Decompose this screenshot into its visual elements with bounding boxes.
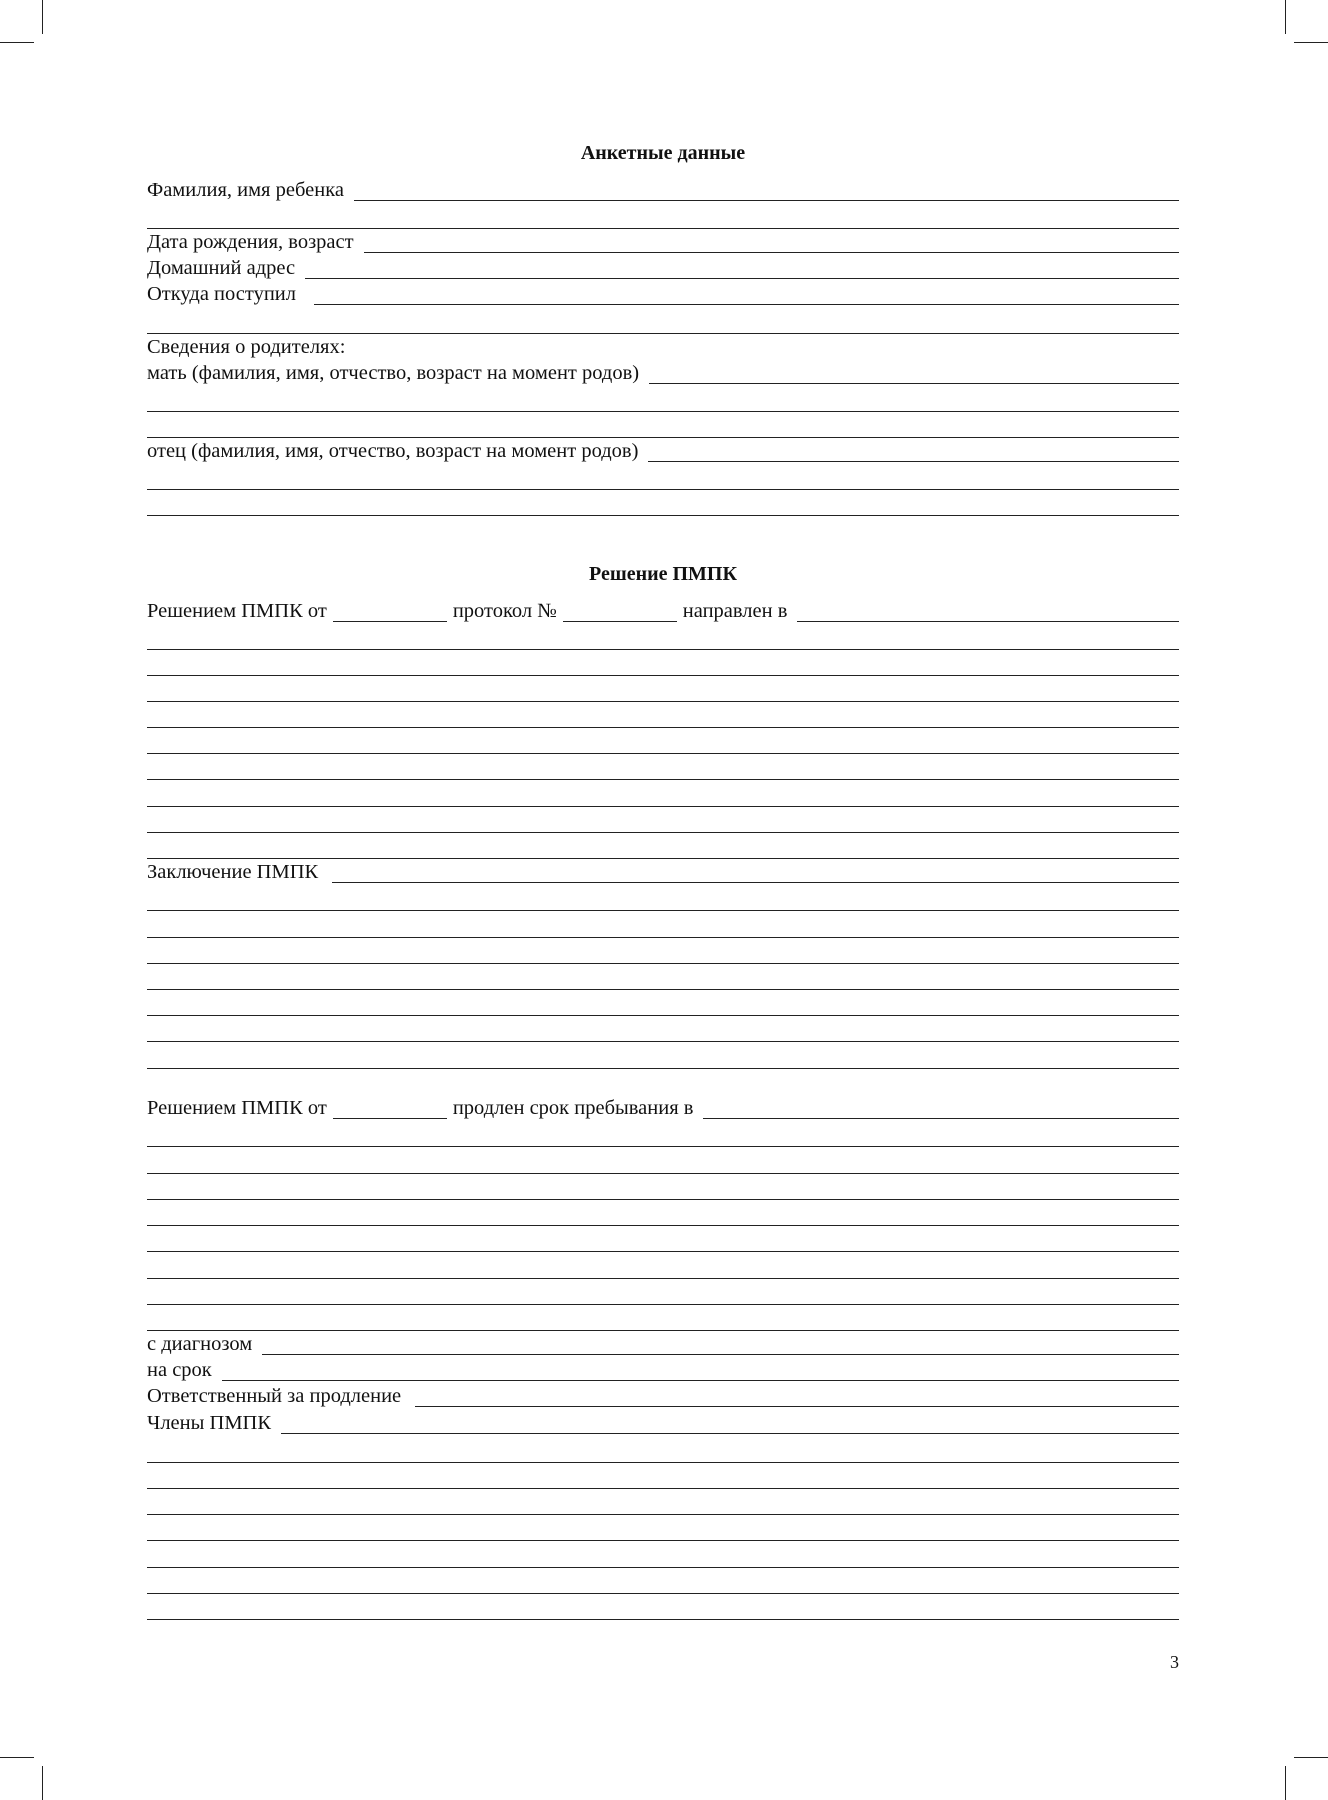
from-row xyxy=(147,280,1179,306)
blank-line[interactable] xyxy=(147,910,1179,911)
blank-line[interactable] xyxy=(147,1462,1179,1463)
decision-row xyxy=(147,597,1179,623)
extension-date-field[interactable] xyxy=(333,1117,447,1119)
blank-line[interactable] xyxy=(147,1619,1179,1620)
crop-mark xyxy=(42,1766,43,1800)
blank-line[interactable] xyxy=(147,1278,1179,1279)
blank-line[interactable] xyxy=(147,489,1179,490)
section-title-pmpk-decision: Решение ПМПК xyxy=(588,563,737,585)
crop-mark xyxy=(1294,1757,1328,1758)
decision-from-label: Решением ПМПК от xyxy=(147,600,327,622)
conclusion-row xyxy=(147,858,1179,884)
crop-mark xyxy=(1294,42,1328,43)
blank-line[interactable] xyxy=(147,779,1179,780)
extended-label: продлен срок пребывания в xyxy=(452,1097,694,1119)
blank-line[interactable] xyxy=(147,411,1179,412)
from-label: Откуда поступил xyxy=(147,283,296,305)
child-name-field[interactable] xyxy=(354,199,1179,201)
crop-mark xyxy=(0,1757,34,1758)
address-row xyxy=(147,254,1179,280)
father-field[interactable] xyxy=(648,460,1179,462)
responsible-label: Ответственный за продление xyxy=(147,1385,402,1407)
blank-line[interactable] xyxy=(147,1304,1179,1305)
term-row xyxy=(147,1356,1179,1382)
members-field[interactable] xyxy=(281,1432,1179,1434)
members-label: Члены ПМПК xyxy=(147,1412,272,1434)
address-label: Домашний адрес xyxy=(147,257,296,279)
blank-line[interactable] xyxy=(147,675,1179,676)
father-row xyxy=(147,437,1179,463)
blank-line[interactable] xyxy=(147,649,1179,650)
crop-mark xyxy=(0,42,34,43)
term-label: на срок xyxy=(147,1359,212,1381)
parents-label: Сведения о родителях: xyxy=(147,336,346,358)
extension-row xyxy=(147,1094,1179,1120)
birth-field[interactable] xyxy=(364,251,1179,253)
blank-line[interactable] xyxy=(147,1068,1179,1069)
directed-field[interactable] xyxy=(797,620,1179,622)
parents-row xyxy=(147,333,1179,359)
blank-line[interactable] xyxy=(147,963,1179,964)
responsible-row xyxy=(147,1382,1179,1408)
mother-label: мать (фамилия, имя, отчество, возраст на момент родов) xyxy=(147,362,640,384)
diagnosis-label: с диагнозом xyxy=(147,1333,253,1355)
directed-label: направлен в xyxy=(682,600,788,622)
blank-line[interactable] xyxy=(147,832,1179,833)
blank-line[interactable] xyxy=(147,1488,1179,1489)
address-field[interactable] xyxy=(305,277,1179,279)
blank-line[interactable] xyxy=(147,701,1179,702)
birth-row xyxy=(147,228,1179,254)
diagnosis-row xyxy=(147,1330,1179,1356)
protocol-number-field[interactable] xyxy=(563,620,677,622)
father-label: отец (фамилия, имя, отчество, возраст на момент родов) xyxy=(147,440,639,462)
members-row xyxy=(147,1409,1179,1435)
extended-field[interactable] xyxy=(703,1117,1179,1119)
crop-mark xyxy=(42,0,43,34)
blank-line[interactable] xyxy=(147,1199,1179,1200)
from-field[interactable] xyxy=(314,303,1179,305)
birth-label: Дата рождения, возраст xyxy=(147,231,354,253)
decision-date-field[interactable] xyxy=(333,620,447,622)
protocol-label: протокол № xyxy=(452,600,557,622)
blank-line[interactable] xyxy=(147,1251,1179,1252)
blank-line[interactable] xyxy=(147,1146,1179,1147)
mother-field[interactable] xyxy=(649,382,1179,384)
blank-line[interactable] xyxy=(147,1514,1179,1515)
blank-line[interactable] xyxy=(147,937,1179,938)
blank-line[interactable] xyxy=(147,515,1179,516)
responsible-field[interactable] xyxy=(415,1405,1179,1407)
decision-from-2-label: Решением ПМПК от xyxy=(147,1097,327,1119)
blank-line[interactable] xyxy=(147,1567,1179,1568)
blank-line[interactable] xyxy=(147,1173,1179,1174)
term-field[interactable] xyxy=(222,1379,1179,1381)
blank-line[interactable] xyxy=(147,1041,1179,1042)
section-title-personal-data: Анкетные данные xyxy=(580,142,746,164)
crop-mark xyxy=(1285,0,1286,34)
mother-row xyxy=(147,359,1179,385)
child-name-row xyxy=(147,176,1179,202)
blank-line[interactable] xyxy=(147,1225,1179,1226)
conclusion-label: Заключение ПМПК xyxy=(147,861,319,883)
diagnosis-field[interactable] xyxy=(262,1353,1179,1355)
form-page xyxy=(147,0,1179,1800)
blank-line[interactable] xyxy=(147,1593,1179,1594)
blank-line[interactable] xyxy=(147,753,1179,754)
conclusion-field[interactable] xyxy=(332,881,1179,883)
page-number: 3 xyxy=(1170,1652,1179,1672)
blank-line[interactable] xyxy=(147,989,1179,990)
crop-mark xyxy=(1285,1766,1286,1800)
blank-line[interactable] xyxy=(147,727,1179,728)
blank-line[interactable] xyxy=(147,1540,1179,1541)
child-name-label: Фамилия, имя ребенка xyxy=(147,179,344,201)
blank-line[interactable] xyxy=(147,806,1179,807)
blank-line[interactable] xyxy=(147,1015,1179,1016)
